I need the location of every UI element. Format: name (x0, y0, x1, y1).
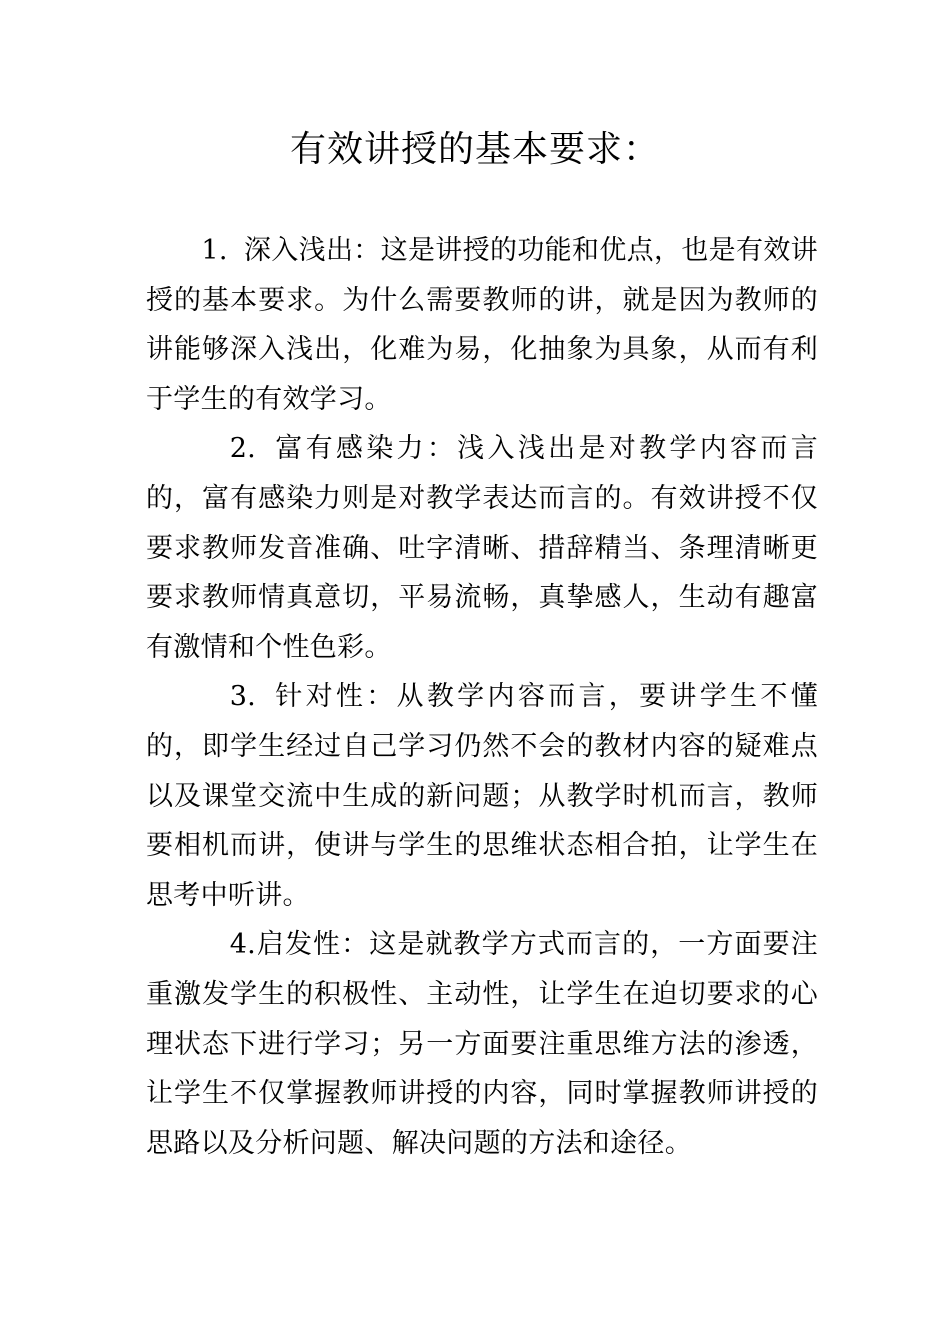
item-number: 1. (201, 235, 228, 266)
item-number: 4. (229, 929, 257, 961)
item-text: 富有感染力：浅入浅出是对教学内容而言的，富有感染力则是对教学表达而言的。有效讲授不仅要求教师发音准确、吐字清晰、措辞精当、条理清晰更要求教师情真意切，平易流畅，真挚感人，生动有趣富有激情和个性色彩。 (146, 433, 818, 663)
item-number: 3. (229, 681, 257, 713)
document-body (146, 226, 818, 1168)
item-text: 深入浅出：这是讲授的功能和优点，也是有效讲授的基本要求。为什么需要教师的讲，就是因为教师的讲能够深入浅出，化难为易，化抽象为具象，从而有利于学生的有效学习。 (146, 235, 818, 415)
item-text: 启发性：这是就教学方式而言的，一方面要注重激发学生的积极性、主动性，让学生在迫切要求的心理状态下进行学习；另一方面要注重思维方法的渗透，让学生不仅掌握教师讲授的内容，同时掌握教师讲授的思路以及分析问题、解决问题的方法和途径。 (146, 929, 818, 1159)
list-item-4 (146, 920, 818, 1168)
item-text: 针对性：从教学内容而言，要讲学生不懂的，即学生经过自己学习仍然不会的教材内容的疑难点以及课堂交流中生成的新问题；从教学时机而言，教师要相机而讲，使讲与学生的思维状态相合拍，让学生在思考中听讲。 (146, 681, 818, 911)
list-item-2 (146, 424, 818, 672)
item-number: 2. (229, 433, 257, 465)
list-item-1 (146, 226, 818, 424)
list-item-3 (146, 672, 818, 920)
document-title: 有效讲授的基本要求： (289, 129, 660, 170)
